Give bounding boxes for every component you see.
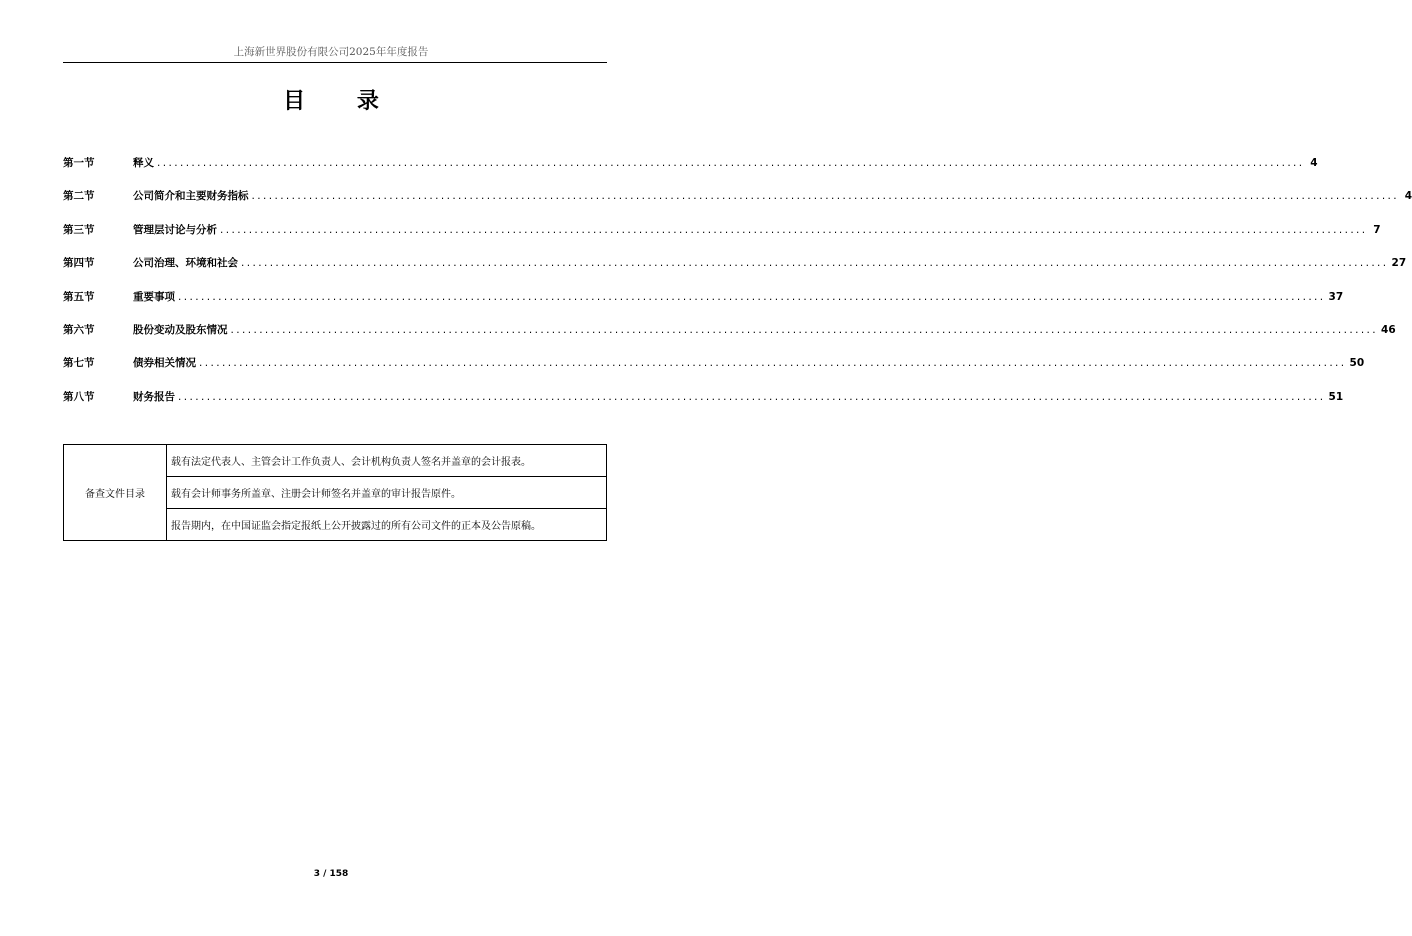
header-divider bbox=[63, 62, 607, 63]
toc-entry[interactable] bbox=[63, 322, 1396, 355]
toc-section-title: 债券相关情况 bbox=[133, 357, 196, 370]
toc-entry[interactable] bbox=[63, 155, 1318, 188]
toc-page-number: 27 bbox=[1391, 257, 1407, 270]
toc-section-number: 第一节 bbox=[63, 157, 95, 169]
toc-page-number: 50 bbox=[1349, 357, 1365, 370]
toc-page-number: 46 bbox=[1381, 323, 1396, 336]
toc-section-title: 管理层讨论与分析 bbox=[133, 223, 217, 236]
toc-dot-leader: ........................................................................................................................................................................................................ bbox=[178, 390, 1326, 403]
toc-section-number: 第四节 bbox=[63, 257, 95, 270]
reference-documents-table bbox=[63, 444, 607, 541]
toc-page-number: 4 bbox=[1310, 157, 1318, 169]
toc-section-number: 第三节 bbox=[63, 223, 95, 236]
toc-entry[interactable] bbox=[63, 389, 1344, 422]
toc-dot-leader: ........................................................................................................................................................................................................ bbox=[241, 257, 1389, 270]
reference-document-item: 载有会计师事务所盖章、注册会计师签名并盖章的审计报告原件。 bbox=[167, 477, 607, 509]
toc-entry[interactable] bbox=[63, 222, 1381, 255]
reference-document-item: 载有法定代表人、主管会计工作负责人、会计机构负责人签名并盖章的会计报表。 bbox=[167, 445, 607, 477]
toc-entry[interactable] bbox=[63, 355, 1365, 388]
running-header: 上海新世界股份有限公司2025年年度报告 bbox=[233, 46, 429, 58]
table-row bbox=[64, 445, 607, 477]
toc-page-number: 51 bbox=[1328, 390, 1344, 403]
toc-section-number: 第五节 bbox=[63, 290, 95, 303]
toc-page-number: 37 bbox=[1328, 290, 1344, 303]
toc-dot-leader: ........................................................................................................................................................................................................ bbox=[251, 190, 1400, 203]
toc-dot-leader: ........................................................................................................................................................................................................ bbox=[220, 223, 1368, 236]
toc-section-title: 重要事项 bbox=[133, 290, 175, 303]
toc-section-title: 公司治理、环境和社会 bbox=[133, 257, 238, 270]
toc-entry[interactable] bbox=[63, 289, 1344, 322]
toc-page-number: 7 bbox=[1373, 223, 1381, 236]
reference-documents-label: 备查文件目录 bbox=[64, 445, 167, 541]
toc-entry[interactable] bbox=[63, 188, 1412, 221]
toc-dot-leader: ........................................................................................................................................................................................................ bbox=[157, 157, 1305, 169]
toc-dot-leader: ........................................................................................................................................................................................................ bbox=[178, 290, 1326, 303]
toc-entry[interactable] bbox=[63, 255, 1407, 288]
toc-section-number: 第六节 bbox=[63, 323, 95, 336]
toc-section-title: 财务报告 bbox=[133, 390, 175, 403]
toc-section-number: 第七节 bbox=[63, 357, 95, 370]
toc-section-title: 公司简介和主要财务指标 bbox=[133, 190, 249, 203]
toc-section-number: 第八节 bbox=[63, 390, 95, 403]
page-title: 目 录 bbox=[283, 89, 401, 114]
toc-section-number: 第二节 bbox=[63, 190, 95, 203]
toc-dot-leader: ........................................................................................................................................................................................................ bbox=[199, 357, 1347, 370]
table-of-contents bbox=[63, 155, 1412, 422]
toc-dot-leader: ........................................................................................................................................................................................................ bbox=[230, 323, 1379, 336]
toc-page-number: 4 bbox=[1404, 190, 1412, 203]
reference-document-item: 报告期内，在中国证监会指定报纸上公开披露过的所有公司文件的正本及公告原稿。 bbox=[167, 509, 607, 541]
toc-section-title: 股份变动及股东情况 bbox=[133, 323, 228, 336]
toc-section-title: 释义 bbox=[133, 157, 154, 169]
page-number-footer: 3 / 158 bbox=[313, 869, 349, 879]
